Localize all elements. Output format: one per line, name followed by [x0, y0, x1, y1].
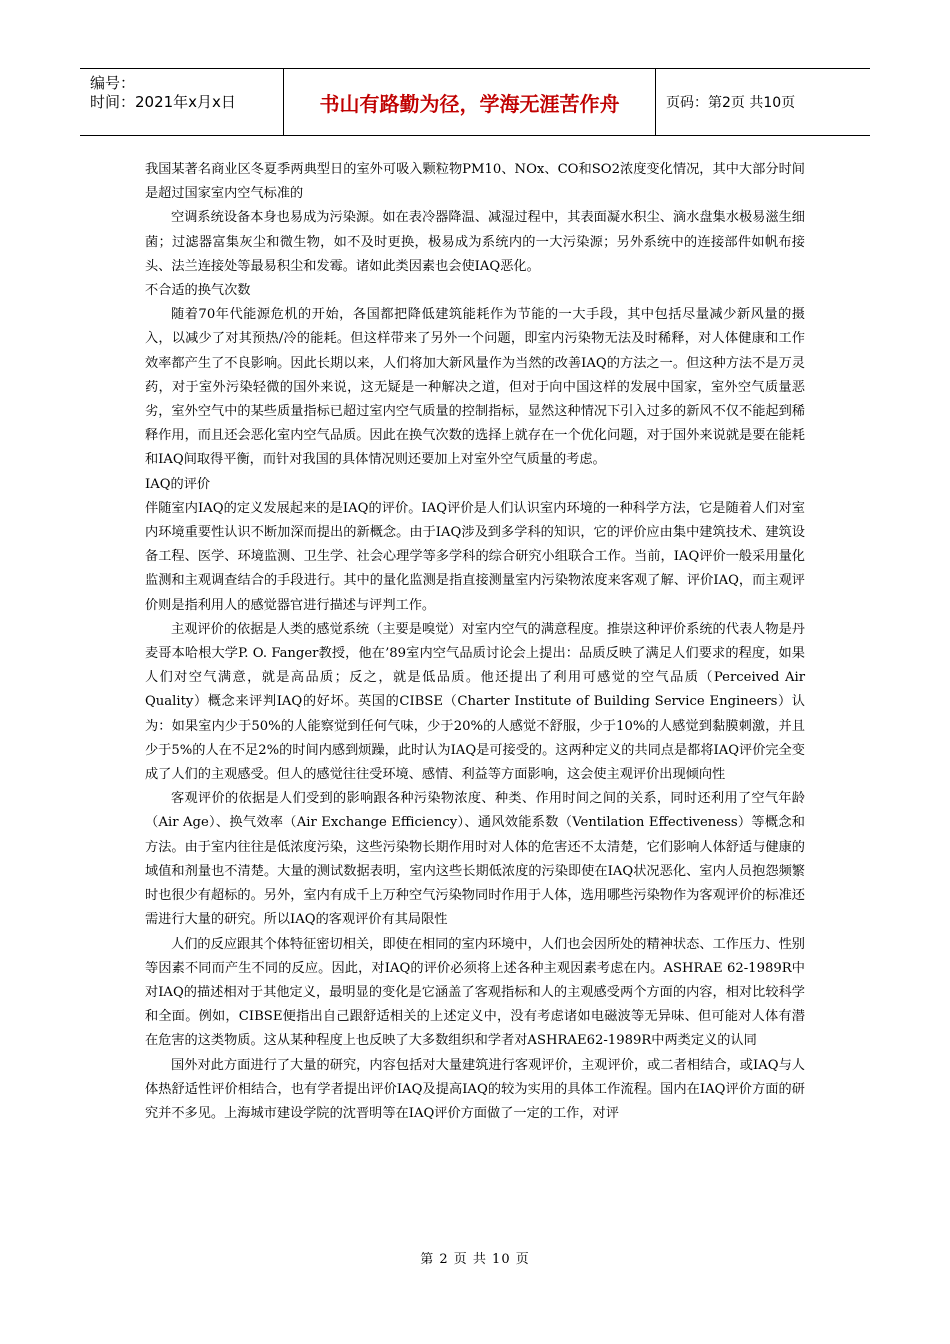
- page-footer: 第 2 页 共 10 页: [420, 1252, 530, 1267]
- document-body: [145, 158, 805, 1126]
- paragraph: 我国某著名商业区冬夏季两典型日的室外可吸入颗粒物PM10、NOx、CO和SO2浓度变化情况，其中大部分时间是超过国家室内空气标准的: [145, 162, 805, 202]
- document-date: 时间：2021年x月x日: [90, 93, 236, 111]
- page-header: [80, 68, 870, 136]
- document-number-label: 编号：: [90, 74, 136, 92]
- paragraph: 随着70年代能源危机的开始，各国都把降低建筑能耗作为节能的一大手段，其中包括尽量减少新风量的摄入，以减少了对其预热/冷的能耗。但这样带来了另外一个问题，即室内污染物无法及时稀释，对人体健康和工作效率都产生了不良影响。因此长期以来，人们将加大新风量作为当然的改善IAQ的方法之一。但这种方法不是万灵药，对于室外污染轻微的国外来说，这无疑是一种解决之道，但对于向中国这样的发展中国家，室外空气质量恶劣，室外空气中的某些质量指标已超过室内空气质量的控制指标，显然这种情况下引入过多的新风不仅不能起到稀释作用，而且还会恶化室内空气品质。因此在换气次数的选择上就存在一个优化问题，对于国外来说就是要在能耗和IAQ间取得平衡，而针对我国的具体情况则还要加上对室外空气质量的考虑。: [145, 307, 805, 468]
- header-meta: [80, 69, 283, 135]
- section-heading: IAQ的评价: [145, 476, 211, 492]
- header-motto: 书山有路勤为径，学海无涯苦作舟: [319, 91, 620, 116]
- header-page-number: 页码：第2页 共10页: [666, 95, 796, 111]
- paragraph: 主观评价的依据是人类的感觉系统（主要是嗅觉）对室内空气的满意程度。推崇这种评价系统的代表人物是丹麦哥本哈根大学P. O. Fanger教授，他在’89室内空气品质讨论会上提出：品质反映了满足人们要求的程度，如果人们对空气满意，就是高品质；反之，就是低品质。他还提出了利用可感觉的空气品质（Perceived Air Quality）概念来评判IAQ的好坏。英国的CIBSE（Charter Institute of Building Service Engineers）认为：如果室内少于50%的人能察觉到任何气味，少于20%的人感觉不舒服，少于10%的人感觉到黏膜刺激，并且少于5%的人在不足2%的时间内感到烦躁，此时认为IAQ是可接受的。这两种定义的共同点是都将IAQ评价完全变成了人们的主观感受。但人的感觉往往受环境、感情、利益等方面影响，这会使主观评价出现倾向性: [145, 621, 805, 783]
- paragraph: 人们的反应跟其个体特征密切相关，即使在相同的室内环境中，人们也会因所处的精神状态、工作压力、性别等因素不同而产生不同的反应。因此，对IAQ的评价必须将上述各种主观因素考虑在内。ASHRAE 62-1989R中对IAQ的描述相对于其他定义，最明显的变化是它涵盖了客观指标和人的主观感受两个方面的内容，相对比较科学和全面。例如，CIBSE便指出自己跟舒适相关的上述定义中，没有考虑诸如电磁波等无异味、但可能对人体有潜在危害的这类物质。这从某种程度上也反映了大多数组织和学者对ASHRAE62-1989R中两类定义的认同: [145, 936, 805, 1049]
- section-heading: 不合适的换气次数: [145, 283, 251, 299]
- paragraph: 客观评价的依据是人们受到的影响跟各种污染物浓度、种类、作用时间之间的关系，同时还利用了空气年龄（Air Age）、换气效率（Air Exchange Efficiency）、通风效能系数（Ventilation Effectiveness）等概念和方法。由于室内往往是低浓度污染，这些污染物长期作用时对人体的危害还不太清楚，它们影响人体舒适与健康的域值和剂量也不清楚。大量的测试数据表明，室内这些长期低浓度的污染即使在IAQ状况恶化、室内人员抱怨频繁时也很少有超标的。另外，室内有成千上万种空气污染物同时作用于人体，选用哪些污染物作为客观评价的标准还需进行大量的研究。所以IAQ的客观评价有其局限性: [145, 791, 805, 928]
- paragraph: 国外对此方面进行了大量的研究，内容包括对大量建筑进行客观评价，主观评价，或二者相结合，或IAQ与人体热舒适性评价相结合，也有学者提出评价IAQ及提高IAQ的较为实用的具体工作流程。国内在IAQ评价方面的研究并不多见。上海城市建设学院的沈晋明等在IAQ评价方面做了一定的工作，对评: [145, 1057, 805, 1121]
- paragraph: 空调系统设备本身也易成为污染源。如在表冷器降温、减湿过程中，其表面凝水积尘、滴水盘集水极易滋生细菌；过滤器富集灰尘和微生物，如不及时更换，极易成为系统内的一大污染源；另外系统中的连接部件如帆布接头、法兰连接处等最易积尘和发霉。诸如此类因素也会使IAQ恶化。: [145, 210, 805, 274]
- paragraph: 伴随室内IAQ的定义发展起来的是IAQ的评价。IAQ评价是人们认识室内环境的一种科学方法，它是随着人们对室内环境重要性认识不断加深而提出的新概念。由于IAQ涉及到多学科的知识，它的评价应由集中建筑技术、建筑设备工程、医学、环境监测、卫生学、社会心理学等多学科的综合研究小组联合工作。当前，IAQ评价一般采用量化监测和主观调查结合的手段进行。其中的量化监测是指直接测量室内污染物浓度来客观了解、评价IAQ，而主观评价则是指利用人的感觉器官进行描述与评判工作。: [145, 500, 805, 613]
